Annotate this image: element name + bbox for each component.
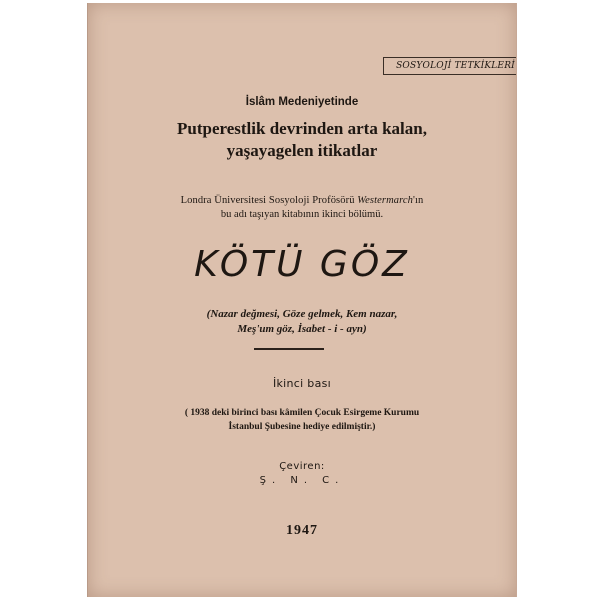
source-suffix: 'ın [413, 195, 424, 206]
edition-label: İkinci bası [272, 377, 332, 390]
source-line-1 [88, 195, 516, 206]
source-prefix: Londra Üniversitesi Sosyoloji Profösörü [180, 195, 355, 206]
series-label: SOSYOLOJİ TETKİKLERİ [383, 57, 517, 75]
translator-label: Çeviren: [279, 461, 325, 472]
translator-name: Ş. N. C. [259, 475, 345, 486]
source-author: Westermarch [357, 195, 414, 206]
main-title: KÖTÜ GÖZ [194, 244, 410, 285]
edition-note-line-1: ( 1938 deki birinci bası kâmilen Çocuk Esirgeme Kurumu [184, 408, 420, 418]
publication-year: 1947 [286, 523, 318, 538]
divider-rule [254, 348, 324, 350]
synonyms-line-1: (Nazar değmesi, Göze gelmek, Kem nazar, [206, 308, 398, 320]
subject-heading: İslâm Medeniyetinde [245, 96, 359, 108]
source-line-2: bu adı taşıyan kitabının ikinci bölümü. [220, 209, 384, 220]
subtitle-line-1: Putperestlik devrinden arta kalan, [177, 119, 427, 138]
edition-note-line-2: İstanbul Şubesine hediye edilmiştir.) [228, 422, 376, 432]
subtitle-line-2: yaşayagelen itikatlar [226, 141, 378, 160]
synonyms-line-2: Meş'um göz, İsabet - i - ayn) [237, 323, 367, 335]
book-cover [87, 3, 517, 597]
